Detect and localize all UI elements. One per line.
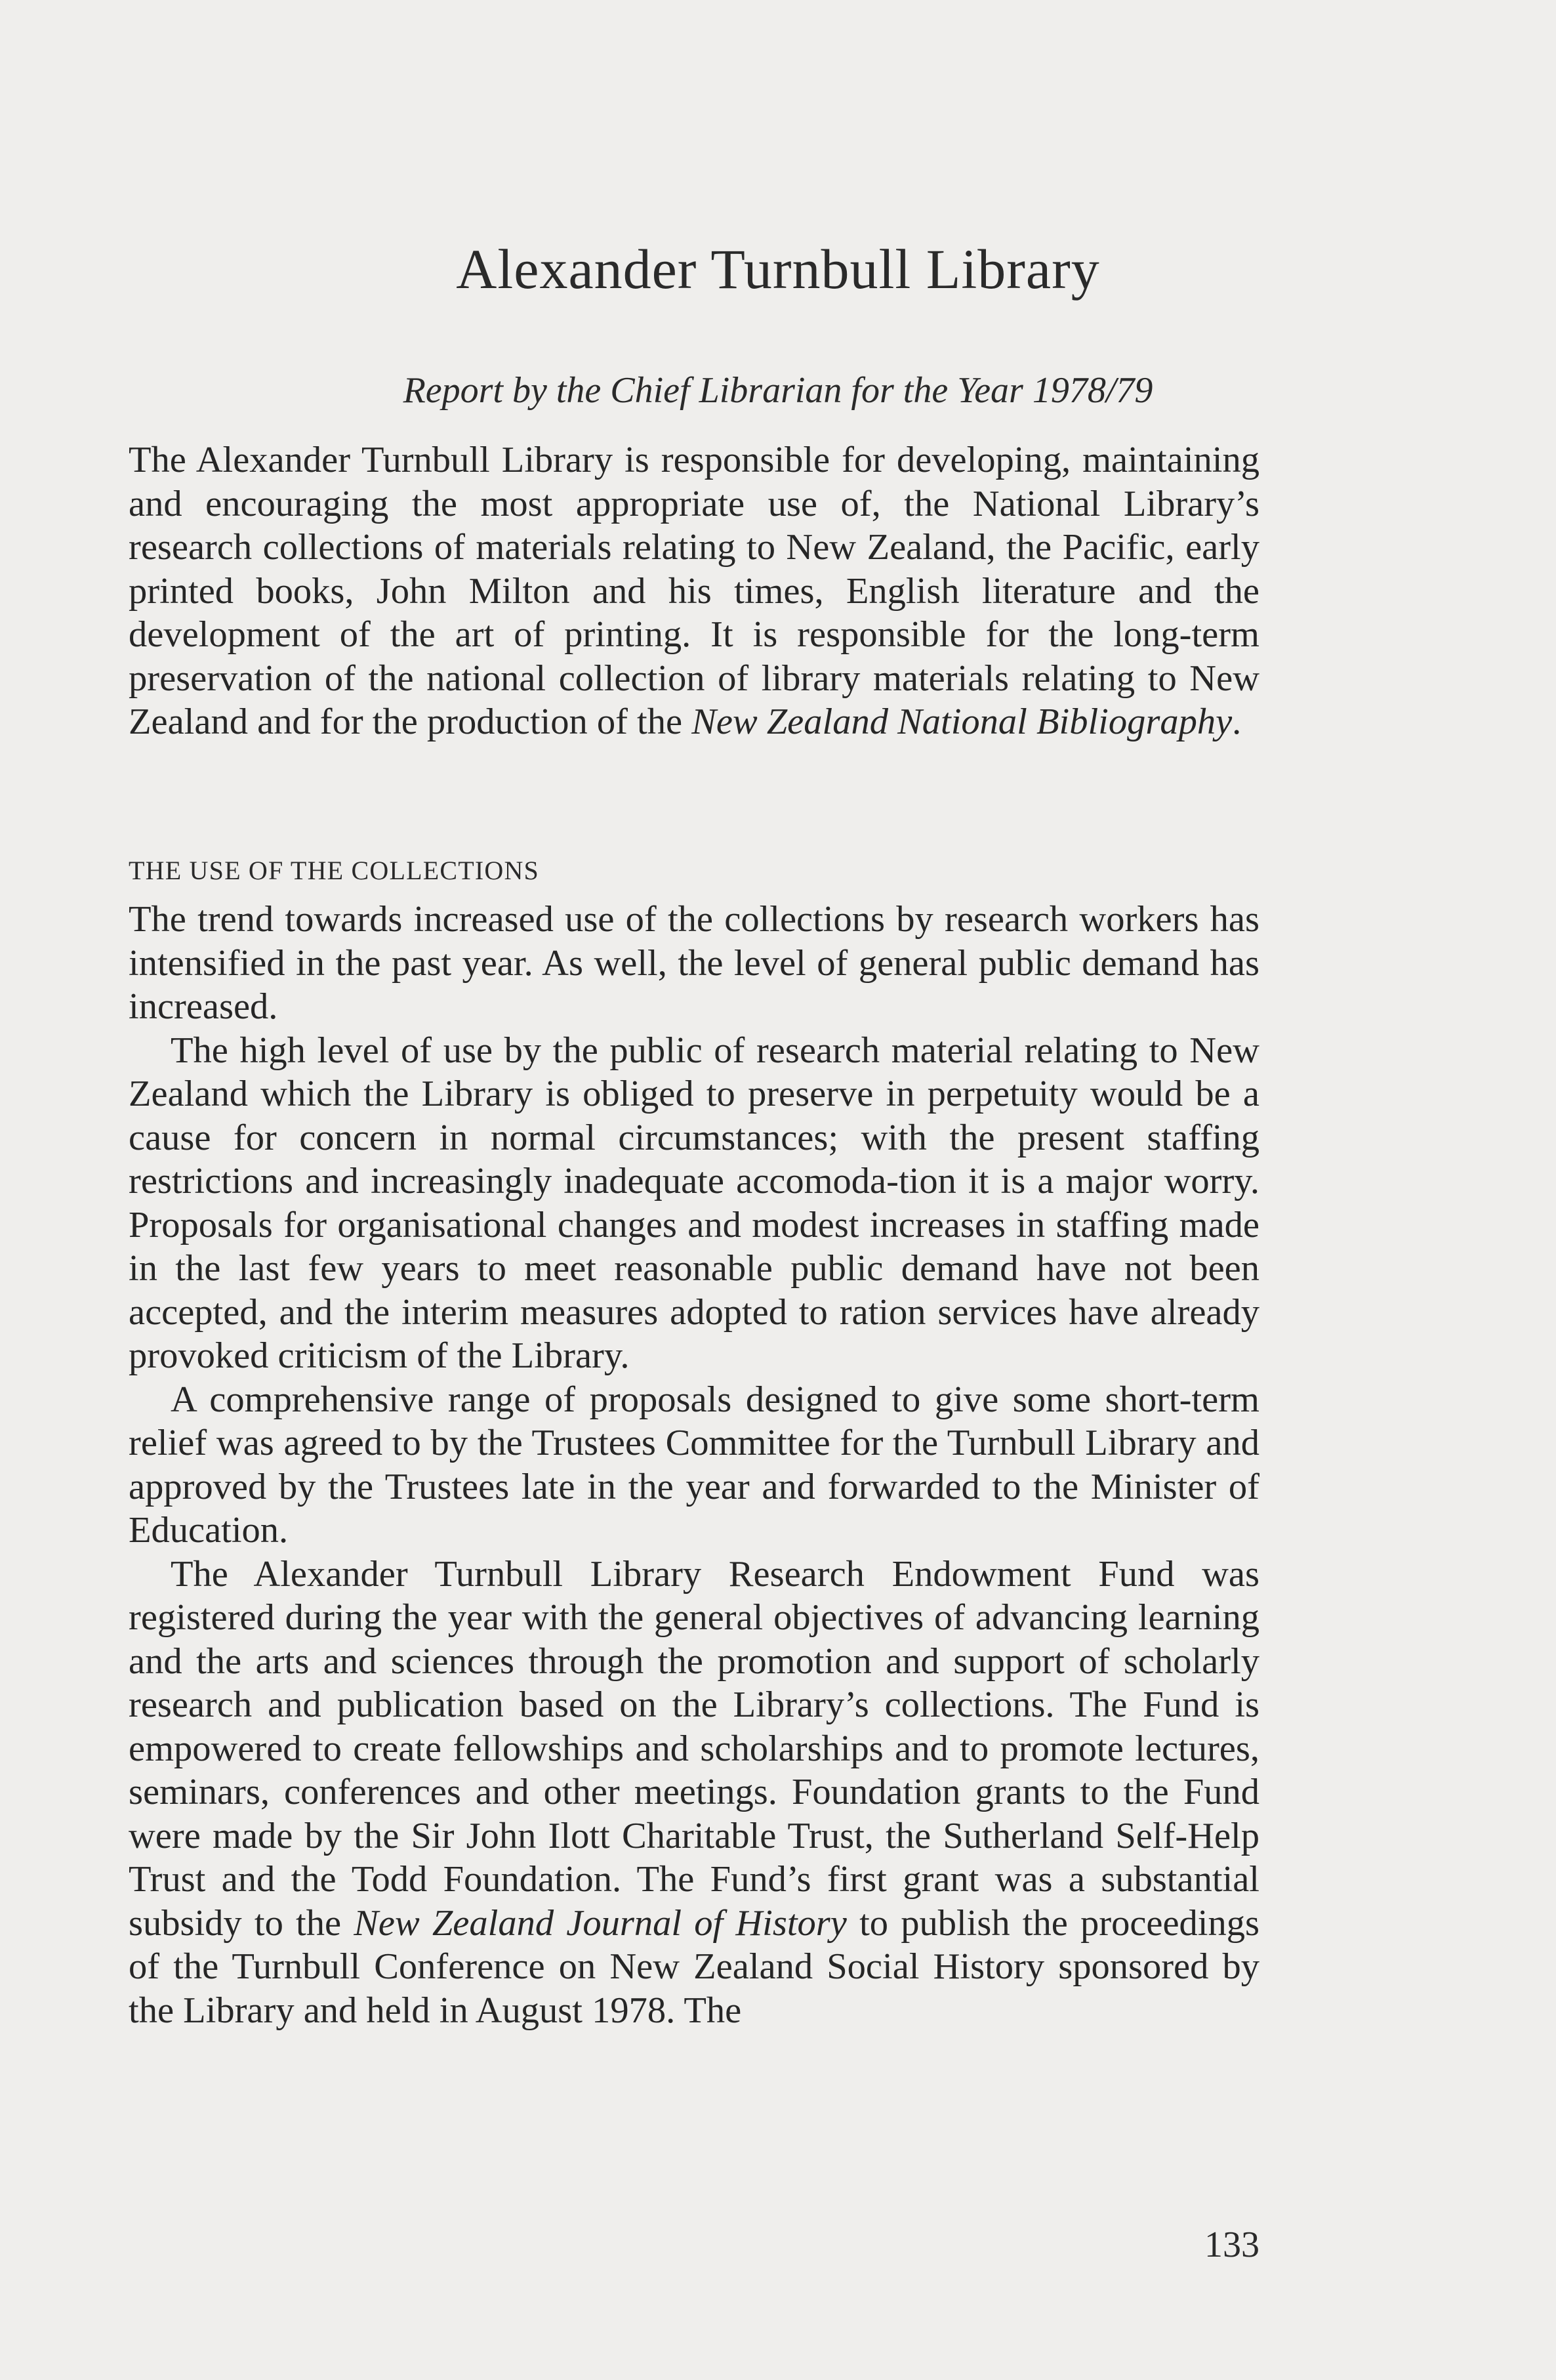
paragraph-trend: The trend towards increased use of the collections by research workers has intensified in the past year. As well, the level of general public demand has increased. bbox=[129, 899, 1259, 1027]
paragraph-endowment-fund bbox=[129, 1553, 1259, 2033]
section-heading: THE USE OF THE COLLECTIONS bbox=[129, 856, 540, 885]
paragraph-high-level-use: The high level of use by the public of research material relating to New Zealand which the Library is obliged to preserve in perpetuity would be a cause for concern in normal circumstances; with the present staffing restrictions and increasingly inadequate accomoda-tion it is a major worry. Proposals for organisational changes and modest increases in staffing made in the last few years to meet reasonable public demand have not been accepted, and the interim measures adopted to ration services have already provoked criticism of the Library. bbox=[129, 1030, 1259, 1376]
report-subtitle: Report by the Chief Librarian for the Year 1978/79 bbox=[403, 370, 1153, 411]
endowment-text-start: The Alexander Turnbull Library Research Endowment Fund was registered during the year with the general objectives of advancing learning and the arts and sciences through the promotion and support of scholarly research and publication based on the Library’s collections. The Fund is empowered to create fellowships and scholarships and to promote lectures, seminars, conferences and other meetings. Foundation grants to the Fund were made by the Sir John Ilott Charitable Trust, the Sutherland Self-Help Trust and the Todd Foundation. The Fund’s first grant was a substantial subsidy to the bbox=[129, 1553, 1259, 1944]
bibliography-title: New Zealand National Bibliography bbox=[691, 701, 1233, 742]
endowment-text-end: to publish the proceedings of the Turnbull Conference on New Zealand Social History sponsored by the Library and held in August 1978. The bbox=[129, 1902, 1259, 2031]
collections-section-body bbox=[129, 898, 1259, 2032]
intro-text-start: The Alexander Turnbull Library is responsible for developing, maintaining and encouraging the most appropriate use of, the National Library’s research collections of materials relating to New Zealand, the Pacific, early printed books, John Milton and his times, English literature and the development of the art of printing. It is responsible for the long-term preservation of the national collection of library materials relating to New Zealand and for the production of the bbox=[129, 440, 1259, 742]
page-number: 133 bbox=[1204, 2224, 1259, 2265]
paragraph-proposals: A comprehensive range of proposals designed to give some short-term relief was agreed to by the Trustees Committee for the Turnbull Library and approved by the Trustees late in the year and forwarded to the Minister of Education. bbox=[129, 1379, 1259, 1551]
journal-title: New Zealand Journal of History bbox=[354, 1902, 847, 1944]
intro-paragraph bbox=[129, 438, 1259, 744]
page-title: Alexander Turnbull Library bbox=[456, 238, 1100, 301]
intro-text-end: . bbox=[1232, 701, 1242, 742]
intro-paragraph-block bbox=[129, 438, 1259, 744]
